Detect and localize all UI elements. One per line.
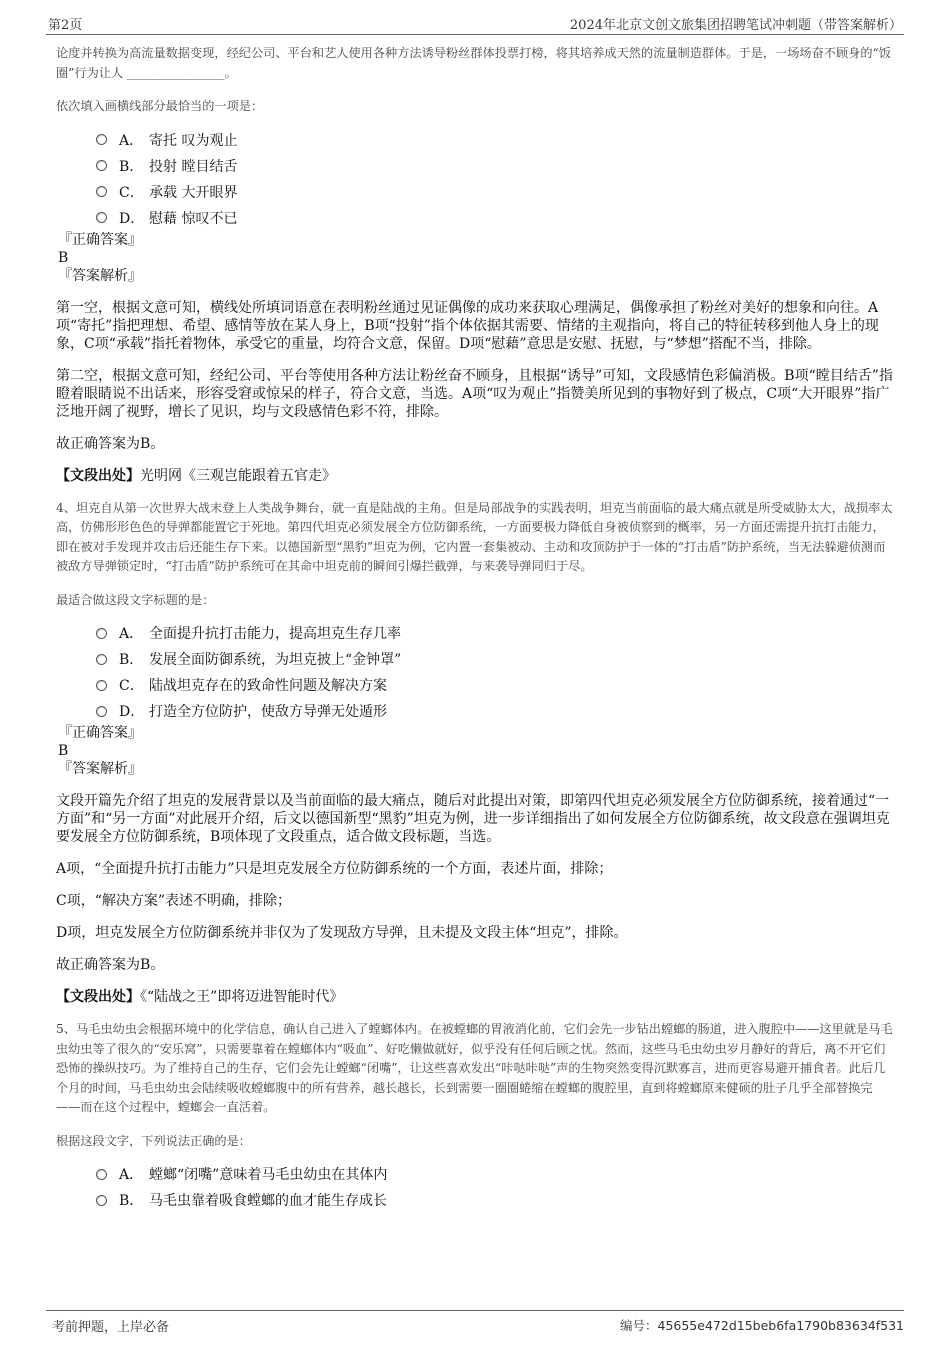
radio-button[interactable] (96, 628, 107, 639)
q4-source: 【文段出处】《“陆战之王”即将迈进智能时代》 (56, 989, 344, 1005)
q3-analysis-1: 第一空，根据文意可知，横线处所填词语意在表明粉丝通过见证偶像的成功来获取心理满足，偶像承担了粉丝对美好的想象和向往。A项“寄托”指把理想、希望、感情等放在某人身上，B项“投射”指个体依据其需要、情绪的主观指向，将自己的特征转移到他人身上的现象，C项“承载”指托着物体，承受它的重量，均符合文意，保留。D项“慰藉”意思是安慰、抚慰，与“梦想”搭配不当，排除。 (56, 299, 879, 352)
q4-option-a[interactable]: A． 全面提升抗打击能力，提高坦克生存几率 (96, 620, 894, 646)
radio-button[interactable] (96, 134, 107, 145)
document-id: 编号：45655e472d15beb6fa1790b83634f531 (620, 1318, 904, 1333)
q3-source: 【文段出处】光明网《三观岂能跟着五官走》 (56, 467, 336, 484)
q4-analysis-1: 文段开篇先介绍了坦克的发展背景以及当前面临的最大痛点，随后对此提出对策，即第四代坦克必须发展全方位防御系统，接着通过“一方面”和“另一方面”对此展开介绍，后文以德国新型“黑豹”坦克为例，进一步详细指出了如何发展全方位防御系统，故文段意在强调坦克要发展全方位防御系统，B项体现了文段重点，适合做文段标题，当选。 (56, 793, 890, 845)
q5-stem: 5、马毛虫幼虫会根据环境中的化学信息，确认自己进入了螳螂体内。在被螳螂的胃液消化前，它们会先一步钻出螳螂的肠道，进入腹腔中——这里就是马毛虫幼虫等了很久的“安乐窝”，只需要靠着在螳螂体内“吸血”、好吃懒做就好，似乎没有任何后顾之忧。然而，这些马毛虫幼虫岁月静好的背后，离不开它们恐怖的操纵技巧。为了维持自己的生存，它们会先让螳螂“闭嘴”，让这些喜欢发出“咔哒咔哒”声的生物突然变得沉默寡言，进而更容易避开捕食者。此后几个月的时间，马毛虫幼虫会陆续吸收螳螂腹中的所有营养，越长越长，长到需要一圈圈蜷缩在螳螂的腹腔里，直到将螳螂原来健硕的肚子几乎全部替换完——而在这个过程中，螳螂会一直活着。 (56, 1022, 893, 1114)
q3-prompt: 依次填入画横线部分最恰当的一项是： (56, 99, 264, 113)
radio-button[interactable] (96, 212, 107, 223)
radio-button[interactable] (96, 160, 107, 171)
q4-options (56, 620, 894, 724)
q4-analysis-2: A项，“全面提升抗打击能力”只是坦克发展全方位防御系统的一个方面，表述片面，排除； (56, 861, 613, 877)
radio-button[interactable] (96, 680, 107, 691)
radio-button[interactable] (96, 186, 107, 197)
document-title: 2024年北京文创文旅集团招聘笔试冲刺题（带答案解析） (569, 18, 902, 33)
q3-option-b[interactable]: B． 投射 瞠目结舌 (96, 153, 894, 179)
page-footer (46, 1310, 904, 1335)
q3-analysis-3: 故正确答案为B。 (56, 435, 165, 452)
q5-prompt: 根据这段文字，下列说法正确的是： (56, 1133, 251, 1148)
q3-analysis-label: 『答案解析』 (58, 267, 142, 284)
q4-answer: B (58, 743, 69, 759)
q4-stem: 4、坦克自从第一次世界大战末登上人类战争舞台，就一直是陆战的主角。但是局部战争的实践表明，坦克当前面临的最大痛点就是所受威胁太大，战损率太高，仿佛形形色色的导弹都能置它于死地。第四代坦克必须发展全方位防御系统，一方面要极力降低自身被侦察到的概率，另一方面还需提升抗打击能力，即在被对手发现并攻击后还能生存下来。以德国新型“黑豹”坦克为例，它内置一套集被动、主动和攻顶防护于一体的“打击盾”防护系统，当无法躲避侦测而被敌方导弹锁定时，“打击盾”防护系统可在其命中坦克前的瞬间引爆拦截弹，与来袭导弹同归于尽。 (56, 500, 893, 573)
radio-button[interactable] (96, 654, 107, 665)
q4-option-b[interactable]: B． 发展全面防御系统，为坦克披上“金钟罩” (96, 646, 894, 672)
q4-analysis-5: 故正确答案为B。 (56, 957, 165, 973)
q4-option-c[interactable]: C． 陆战坦克存在的致命性问题及解决方案 (96, 672, 894, 698)
radio-button[interactable] (96, 1195, 107, 1206)
q5-option-a[interactable]: A． 螳螂“闭嘴”意味着马毛虫幼虫在其体内 (96, 1161, 894, 1187)
q3-answer: B (58, 249, 69, 266)
q5-options (56, 1161, 894, 1213)
q4-answer-label: 『正确答案』 (58, 725, 142, 741)
q4-prompt: 最适合做这段文字标题的是： (56, 592, 215, 607)
q3-option-c[interactable]: C． 承载 大开眼界 (96, 179, 894, 205)
q3-option-d[interactable]: D． 慰藉 惊叹不已 (96, 205, 894, 231)
q4-analysis-label: 『答案解析』 (58, 761, 142, 777)
footer-slogan: 考前押题，上岸必备 (52, 1320, 170, 1335)
radio-button[interactable] (96, 1169, 107, 1180)
q4-analysis-3: C项，“解决方案”表述不明确，排除； (56, 893, 292, 909)
q3-answer-label: 『正确答案』 (58, 231, 142, 248)
q5-option-b[interactable]: B． 马毛虫靠着吸食螳螂的血才能生存成长 (96, 1187, 894, 1213)
q4-analysis-4: D项，坦克发展全方位防御系统并非仅为了发现敌方导弹，且未提及文段主体“坦克”，排除。 (56, 925, 628, 941)
page-number: 第2页 (48, 18, 83, 33)
q4-option-d[interactable]: D． 打造全方位防护，使敌方导弹无处遁形 (96, 698, 894, 724)
page-header (46, 10, 904, 35)
q3-options (56, 127, 894, 231)
q3-stem: 论度并转换为高流量数据变现，经纪公司、平台和艺人使用各种方法诱导粉丝群体投票打榜，将其培养成天然的流量制造群体。于是，一场场奋不顾身的“饭圈”行为让人 ________________。 (56, 46, 891, 80)
radio-button[interactable] (96, 706, 107, 717)
q3-analysis-2: 第二空，根据文意可知，经纪公司、平台等使用各种方法让粉丝奋不顾身，且根据“诱导”可知，文段感情色彩偏消极。B项“瞠目结舌”指瞪着眼睛说不出话来，形容受窘或惊呆的样子，符合文意，当选。A项“叹为观止”指赞美所见到的事物好到了极点，C项“大开眼界”指广泛地开阔了视野，增长了见识，均与文段感情色彩不符，排除。 (56, 367, 893, 420)
document-body (56, 44, 894, 1213)
q3-option-a[interactable]: A． 寄托 叹为观止 (96, 127, 894, 153)
